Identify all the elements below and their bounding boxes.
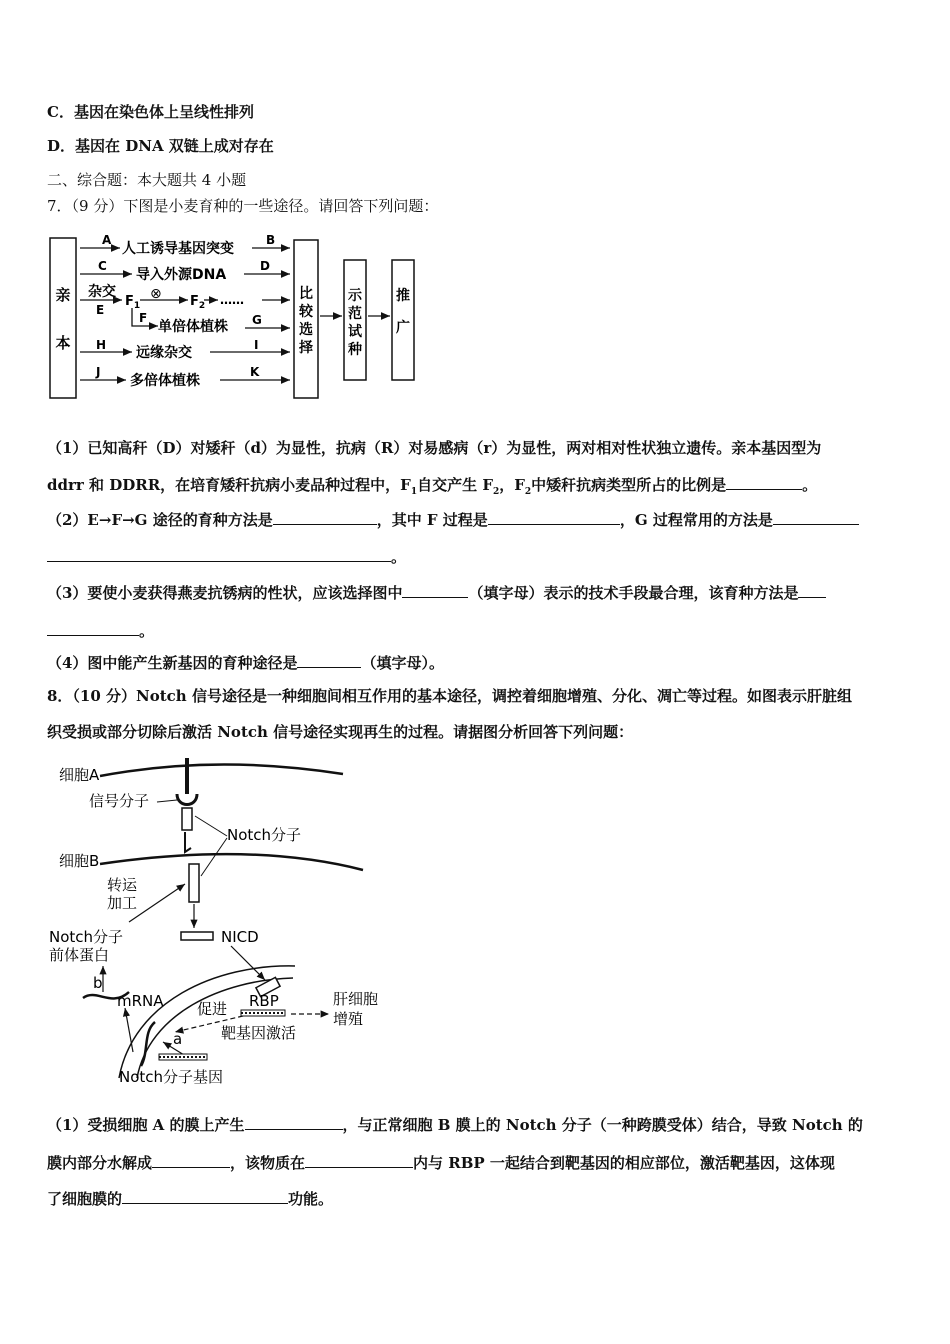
q8-1-line1: （1）受损细胞 A 的膜上产生 ，与正常细胞 B 膜上的 Notch 分子（一种跨膜受体）结合，导致 Notch 的 xyxy=(47,1116,863,1134)
notch-label: Notch分子 xyxy=(227,826,302,844)
row-f-text: 单倍体植株 xyxy=(158,319,228,335)
row-a-text: 人工诱导基因突变 xyxy=(122,241,234,257)
q7-1-line1: （1）已知高秆（D）对矮秆（d）为显性，抗病（R）对易感病（r）为显性，两对相对性状独立遗传。亲本基因型为 xyxy=(47,439,822,457)
letter-k: K xyxy=(250,365,260,379)
precursor-label-2: 前体蛋白 xyxy=(49,946,110,964)
letter-b: B xyxy=(266,233,276,247)
f2-label: $F_2$ xyxy=(190,294,206,311)
q7-stem: 7．（9 分）下图是小麦育种的一些途径。请回答下列问题： xyxy=(47,197,439,215)
breeding-pathway-diagram xyxy=(40,228,430,406)
svg-text:比: 比 xyxy=(299,286,313,302)
liver-label-1: 肝细胞 xyxy=(333,990,379,1008)
cell-b-membrane xyxy=(100,854,363,870)
cross-text: 杂交 xyxy=(88,284,116,300)
notch-pathway-diagram xyxy=(45,752,405,1092)
cell-a-membrane xyxy=(100,765,343,777)
letter-a: A xyxy=(102,233,112,247)
svg-text:示: 示 xyxy=(348,288,362,304)
q8-stem-line1: 8．（10 分）Notch 信号途径是一种细胞间相互作用的基本途径，调控着细胞增殖、分化、凋亡等过程。如图表示肝脏组 xyxy=(47,687,852,705)
nicd-label: NICD xyxy=(221,928,259,946)
row-j-text: 多倍体植株 xyxy=(130,373,200,389)
letter-e: E xyxy=(96,303,105,317)
f1-label: $F_1$ xyxy=(125,294,141,311)
label-b: b xyxy=(93,974,103,992)
liver-label-2: 增殖 xyxy=(333,1010,364,1028)
letter-f: F xyxy=(139,311,148,325)
letter-h: H xyxy=(96,338,107,352)
precursor-label-1: Notch分子 xyxy=(49,928,124,946)
mrna-label: mRNA xyxy=(117,992,164,1010)
label-a: a xyxy=(173,1030,183,1048)
q7-3-line2: 。 xyxy=(47,620,154,641)
svg-text:广: 广 xyxy=(396,320,410,336)
svg-text:较: 较 xyxy=(299,304,313,320)
nicd-shape xyxy=(181,932,213,940)
signal-label: 信号分子 xyxy=(89,792,150,810)
q8-1-line3: 了细胞膜的 功能。 xyxy=(47,1190,334,1208)
parent-label-2: 本 xyxy=(55,334,71,352)
letter-g: G xyxy=(252,313,262,327)
svg-text:范: 范 xyxy=(348,306,362,322)
svg-text:选: 选 xyxy=(299,322,313,338)
rbp-label: RBP xyxy=(249,992,279,1010)
signal-molecule xyxy=(177,794,197,805)
cell-a-label: 细胞A xyxy=(59,766,100,784)
self-cross-symbol: ⊗ xyxy=(150,286,162,302)
f2-dots: …… xyxy=(220,293,244,307)
svg-text:种: 种 xyxy=(348,342,362,358)
q7-3-line1: （3）要使小麦获得燕麦抗锈病的性状，应该选择图中 （填字母）表示的技术手段最合理，该育种方法是 xyxy=(47,582,826,603)
blank xyxy=(726,474,802,490)
notch-gene-label: Notch分子基因 xyxy=(119,1068,224,1086)
q7-4: （4）图中能产生新基因的育种途径是 （填字母）。 xyxy=(47,654,444,672)
transport-label-2: 加工 xyxy=(107,894,138,912)
section-heading: 二、综合题：本大题共 4 小题 xyxy=(47,171,247,189)
promote-label: 促进 xyxy=(197,1000,228,1018)
letter-i: I xyxy=(254,338,259,352)
cell-b-label: 细胞B xyxy=(59,852,100,870)
option-d: D．基因在 DNA 双链上成对存在 xyxy=(47,137,274,155)
q7-1-line2: ddrr 和 DDRR，在培育矮秆抗病小麦品种过程中，$F_1$自交产生 $F_2$，$F_2$中矮秆抗病类型所占的比例是 。 xyxy=(47,476,818,497)
row-c-text: 导入外源DNA xyxy=(136,267,227,283)
row-h-text: 远缘杂交 xyxy=(136,345,192,361)
svg-text:推: 推 xyxy=(396,288,410,304)
letter-d: D xyxy=(260,259,270,273)
letter-j: J xyxy=(96,365,101,379)
notch-receptor-bottom xyxy=(189,864,199,902)
parent-label-1: 亲 xyxy=(55,286,71,304)
option-c: C．基因在染色体上呈线性排列 xyxy=(47,103,254,121)
letter-c: C xyxy=(98,259,107,273)
mrna-inside xyxy=(141,1022,155,1066)
transport-label-1: 转运 xyxy=(107,876,138,894)
q7-2-line2: 。 xyxy=(47,546,406,567)
target-label: 靶基因激活 xyxy=(221,1024,297,1042)
q8-1-line2: 膜内部分水解成 ，该物质在 内与 RBP 一起结合到靶基因的相应部位，激活靶基因，这体现 xyxy=(47,1154,835,1172)
parent-box xyxy=(50,238,76,398)
notch-receptor-top xyxy=(182,808,192,830)
q7-2-line1: （2）E→F→G 途径的育种方法是 ，其中 F 过程是 ，G 过程常用的方法是 xyxy=(47,509,859,530)
q8-stem-line2: 织受损或部分切除后激活 Notch 信号途径实现再生的过程。请据图分析回答下列问题： xyxy=(47,723,634,741)
svg-text:试: 试 xyxy=(348,324,362,340)
svg-text:择: 择 xyxy=(299,340,313,356)
